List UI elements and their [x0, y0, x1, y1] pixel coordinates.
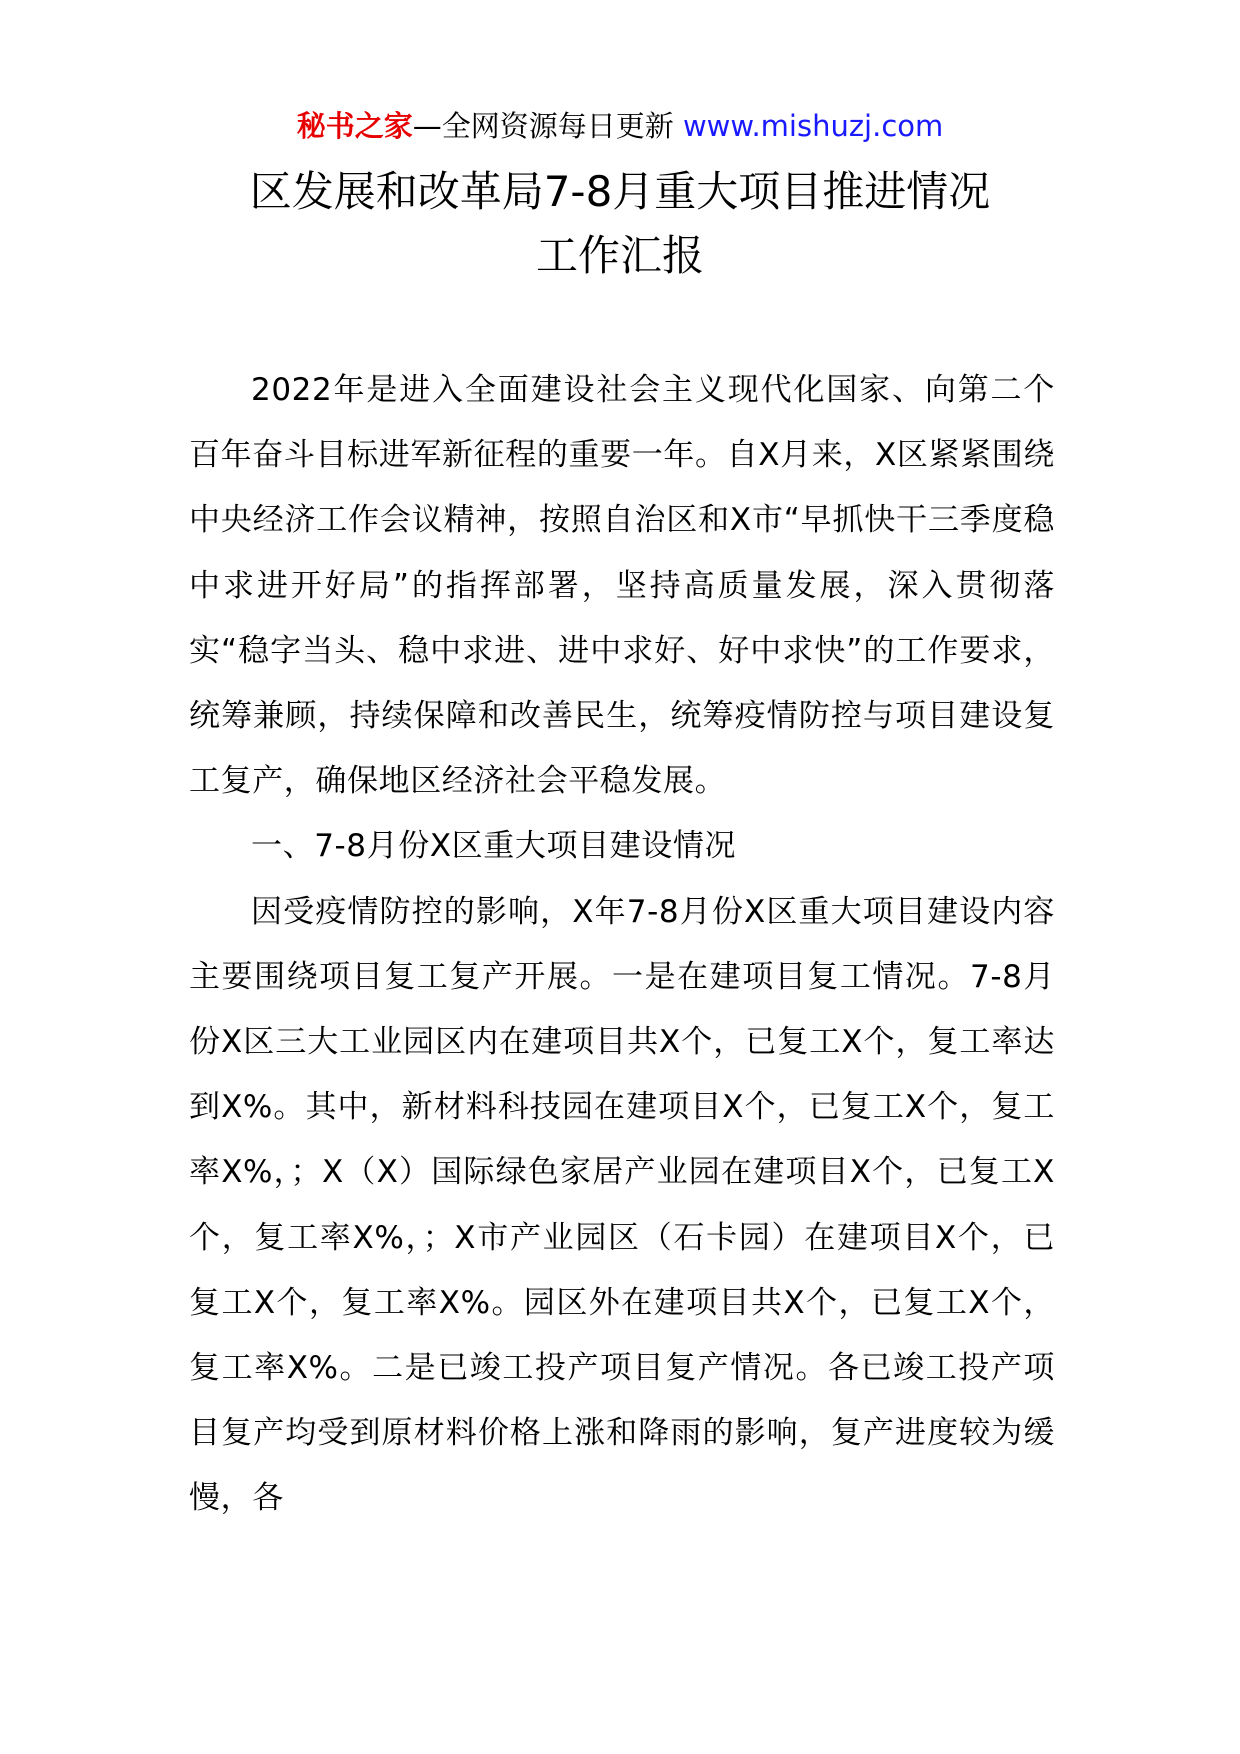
document-title [0, 160, 1240, 288]
paragraph-project-status: 因受疫情防控的影响，X年7-8月份X区重大项目建设内容主要围绕项目复工复产开展。一是在建项目复工情况。7-8月份X区三大工业园区内在建项目共X个，已复工X个，复工率达到X%。其中，新材料科技园在建项目X个，已复工X个，复工率X%，；X（X）国际绿色家居产业园在建项目X个，已复工X个，复工率X%，；X市产业园区（石卡园）在建项目X个，已复工X个，复工率X%。园区外在建项目共X个，已复工X个，复工率X%。二是已竣工投产项目复产情况。各已竣工投产项目复产均受到原材料价格上涨和降雨的影响，复产进度较为缓慢，各 [189, 893, 1055, 1517]
section-heading: 一、7-8月份X区重大项目建设情况 [251, 828, 737, 865]
document-body [189, 358, 1055, 1532]
paragraph-intro: 2022年是进入全面建设社会主义现代化国家、向第二个百年奋斗目标进军新征程的重要一年。自X月来，X区紧紧围绕中央经济工作会议精神，按照自治区和X市“早抓快干三季度稳中求进开好局”的指挥部署，坚持高质量发展，深入贯彻落实“稳字当头、稳中求进、进中求好、好中求快”的工作要求，统筹兼顾，持续保障和改善民生，统筹疫情防控与项目建设复工复产，确保地区经济社会平稳发展。 [189, 372, 1055, 800]
brand-slogan: —全网资源每日更新 [412, 109, 674, 143]
title-line-2: 工作汇报 [535, 231, 704, 280]
watermark-header [0, 104, 1240, 148]
site-url: www.mishuzj.com [682, 109, 944, 143]
title-line-1: 区发展和改革局7-8月重大项目推进情况 [249, 167, 991, 216]
brand-name: 秘书之家 [296, 109, 413, 143]
